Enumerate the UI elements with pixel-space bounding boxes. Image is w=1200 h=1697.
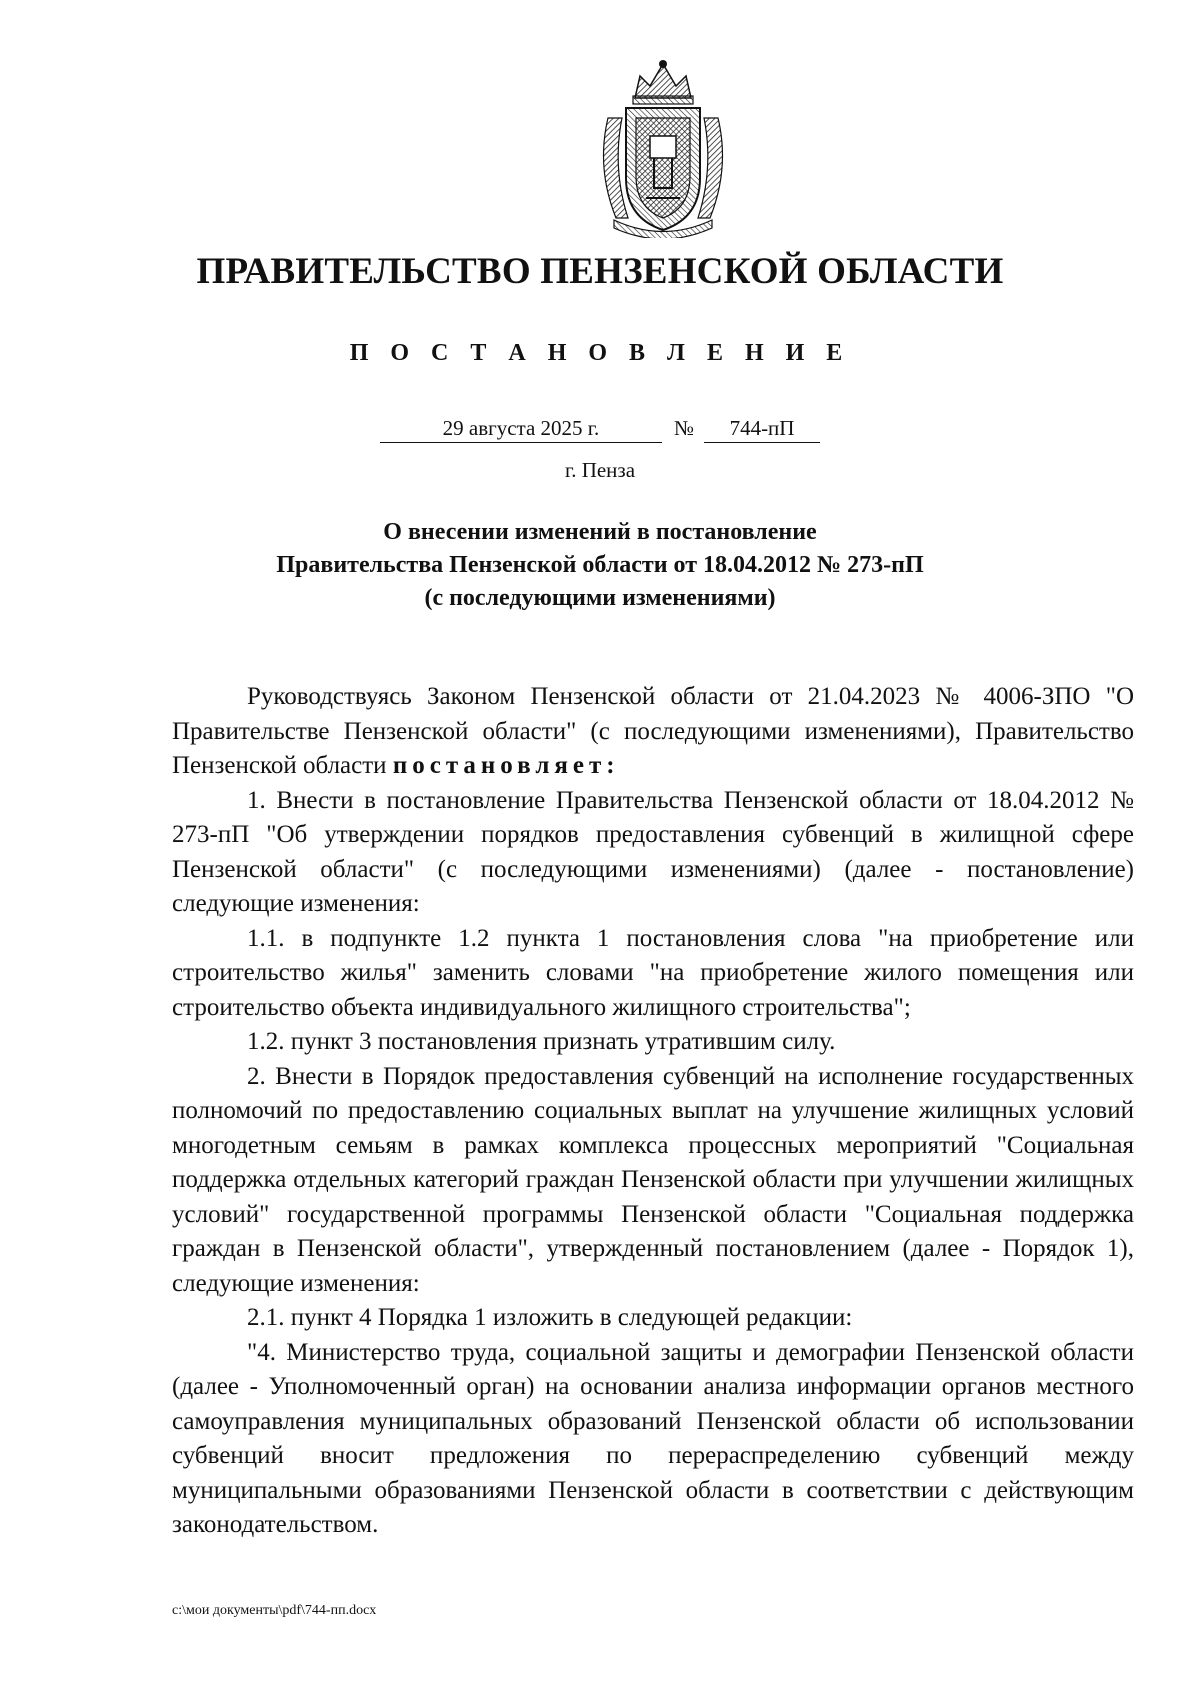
- coat-of-arms-emblem-icon: [588, 58, 738, 238]
- decree-title-line-2: Правительства Пензенской области от 18.04.2012 № 273-пП: [276, 552, 924, 578]
- paragraph-preamble: [172, 680, 1134, 784]
- decree-city: г. Пенза: [564, 458, 636, 482]
- decree-body: [172, 680, 1134, 1543]
- decree-keyword: постановляет:: [392, 752, 620, 779]
- document-type: П О С Т А Н О В Л Е Н И Е: [349, 340, 851, 366]
- decree-title: [0, 516, 1200, 615]
- decree-date: 29 августа 2025 г.: [380, 416, 662, 443]
- decree-title-line-3: (с последующими изменениями): [424, 585, 776, 611]
- paragraph-2: 2. Внести в Порядок предоставления субвенций на исполнение государственных полномочий по предоставлению социальных выплат на улучшение жилищных условий многодетным семьям в рамках комплекса процессных мероприятий "Социальная поддержка отдельных категорий граждан Пензенской области при улучшении жилищных условий" государственной программы Пензенской области "Социальная поддержка граждан в Пензенской области", утвержденный постановлением (далее - Порядок 1), следующие изменения:: [172, 1062, 1134, 1297]
- paragraph-1-1: 1.1. в подпункте 1.2 пункта 1 постановления слова "на приобретение или строительство жилья" заменить словами "на приобретение жилого помещения или строительство объекта индивидуального жилищного строительства";: [172, 924, 1134, 1021]
- number-sign: №: [673, 416, 695, 440]
- paragraph-2-1: 2.1. пункт 4 Порядка 1 изложить в следующей редакции:: [247, 1304, 853, 1331]
- file-path-footer: c:\мои документы\pdf\744-пп.docx: [172, 1603, 377, 1618]
- paragraph-4-quote: "4. Министерство труда, социальной защиты и демографии Пензенской области (далее - Уполномоченный орган) на основании анализа информации органов местного самоуправления муниципальных образований Пензенской области об использовании субвенций вносит предложения по перераспределению субвенций между муниципальными образованиями Пензенской области в соответствии с действующим законодательством.: [172, 1338, 1134, 1538]
- preamble-text: Руководствуясь Законом Пензенской области от 21.04.2023 № 4006-ЗПО "О Правительстве Пензенской области" (с последующими изменениями), Правительство Пензенской области: [172, 683, 1134, 779]
- decree-number: 744-пП: [704, 416, 820, 443]
- paragraph-1: 1. Внести в постановление Правительства Пензенской области от 18.04.2012 № 273-пП "Об утверждении порядков предоставления субвенций в жилищной сфере Пензенской области" (с последующими изменениями) (далее - постановление) следующие изменения:: [172, 786, 1134, 917]
- decree-title-line-1: О внесении изменений в постановление: [383, 519, 817, 545]
- date-number-line: [0, 416, 1200, 443]
- paragraph-1-2: 1.2. пункт 3 постановления признать утратившим силу.: [247, 1028, 836, 1055]
- government-title: ПРАВИТЕЛЬСТВО ПЕНЗЕНСКОЙ ОБЛАСТИ: [196, 251, 1004, 292]
